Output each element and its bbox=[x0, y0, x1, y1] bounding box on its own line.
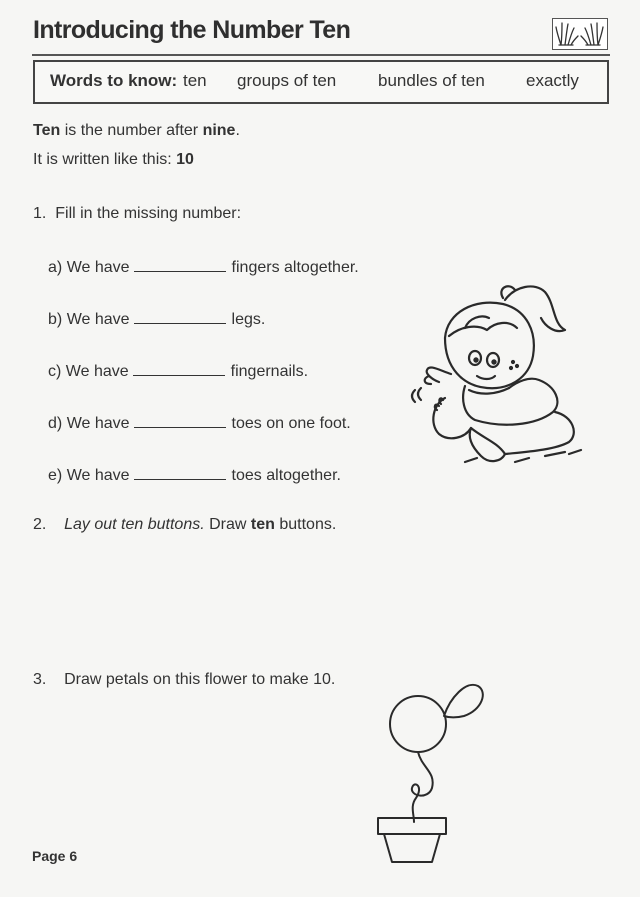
answer-blank[interactable] bbox=[134, 465, 226, 480]
answer-blank[interactable] bbox=[133, 361, 225, 376]
word-item: bundles of ten bbox=[378, 71, 485, 90]
question-1b: b) We have legs. bbox=[48, 311, 266, 328]
answer-blank[interactable] bbox=[134, 257, 226, 272]
answer-blank[interactable] bbox=[134, 309, 226, 324]
question-3: 3. Draw petals on this flower to make 10. bbox=[33, 671, 336, 688]
flower-in-pot-illustration[interactable] bbox=[370, 672, 500, 868]
page-number: Page 6 bbox=[32, 848, 78, 864]
pot-rim bbox=[378, 818, 446, 834]
question-1-prompt: 1. Fill in the missing number: bbox=[33, 205, 242, 222]
drawing-area-buttons[interactable] bbox=[33, 540, 593, 660]
question-1c: c) We have fingernails. bbox=[48, 363, 309, 380]
intro-line-2: It is written like this: 10 bbox=[33, 151, 194, 168]
words-to-know-label: Words to know: bbox=[50, 71, 178, 90]
intro-line-1: Ten is the number after nine. bbox=[33, 122, 240, 139]
girl-counting-toes-illustration bbox=[405, 278, 585, 468]
flower-center bbox=[390, 696, 446, 752]
word-item: exactly bbox=[526, 71, 579, 90]
title-underline bbox=[32, 54, 610, 56]
hands-icon bbox=[552, 18, 608, 50]
flower-stem bbox=[412, 752, 433, 822]
pot-body bbox=[384, 834, 440, 862]
question-2: 2. Lay out ten buttons. Draw ten buttons. bbox=[33, 516, 337, 533]
question-1a: a) We have fingers altogether. bbox=[48, 259, 359, 276]
answer-blank[interactable] bbox=[134, 413, 226, 428]
flower-petal bbox=[444, 685, 483, 718]
question-1e: e) We have toes altogether. bbox=[48, 467, 341, 484]
question-1d: d) We have toes on one foot. bbox=[48, 415, 351, 432]
word-item: groups of ten bbox=[237, 71, 337, 90]
word-item: ten bbox=[183, 71, 207, 90]
page-title: Introducing the Number Ten bbox=[33, 16, 351, 44]
words-to-know-box bbox=[33, 60, 609, 104]
